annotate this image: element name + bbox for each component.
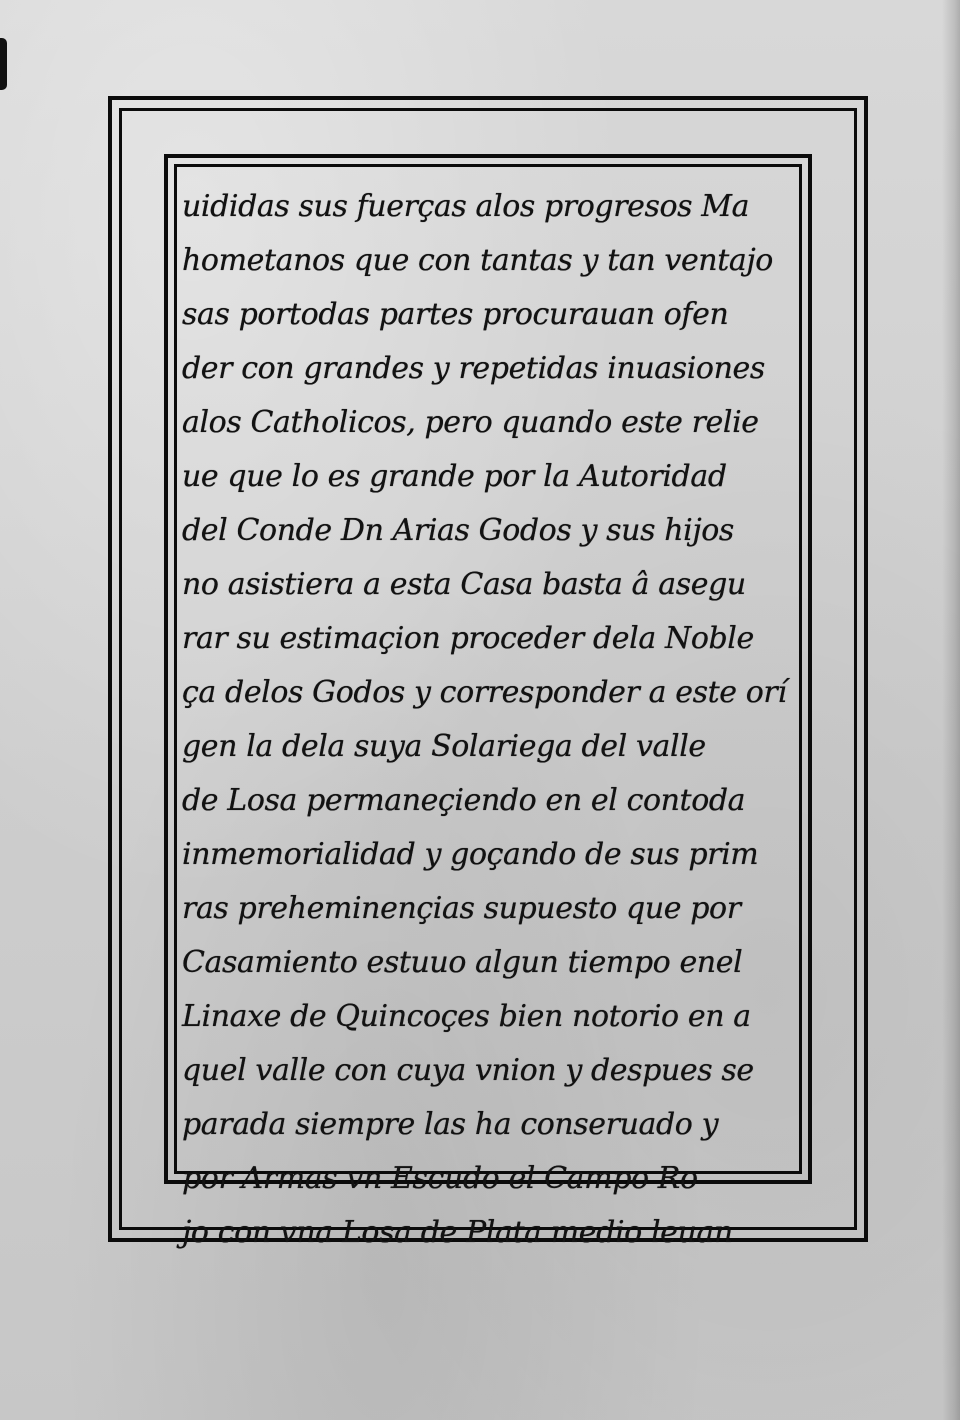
- text-line: del Conde Dn Arias Godos y sus hijos: [182, 513, 734, 548]
- text-line: gen la dela suya Solariega del valle: [182, 729, 706, 764]
- text-line: de Losa permaneçiendo en el contoda: [182, 783, 746, 818]
- text-line: alos Catholicos, pero quando este relie: [182, 405, 759, 440]
- page-edge-mark: [0, 38, 7, 90]
- text-line: inmemorialidad y goçando de sus prim: [182, 837, 759, 872]
- text-line: Casamiento estuuo algun tiempo enel: [182, 945, 743, 980]
- text-line: por Armas vn Escudo el Campo Ro: [182, 1161, 698, 1196]
- text-line: Linaxe de Quincoçes bien notorio en a: [182, 999, 751, 1034]
- text-line: sas portodas partes procurauan ofen: [182, 297, 729, 332]
- manuscript-text: [182, 180, 798, 1250]
- text-line: ras preheminençias supuesto que por: [182, 891, 741, 926]
- text-line: jo con vna Losa de Plata medio leuan: [182, 1215, 733, 1250]
- text-line: parada siempre las ha conseruado y: [182, 1107, 719, 1142]
- text-line: rar su estimaçion proceder dela Noble: [182, 621, 754, 656]
- page-edge-shadow: [942, 0, 960, 1420]
- text-line: uididas sus fuerças alos progresos Ma: [182, 189, 750, 224]
- text-line: quel valle con cuya vnion y despues se: [182, 1053, 754, 1088]
- text-line: ça delos Godos y corresponder a este orí: [182, 675, 787, 710]
- text-line: no asistiera a esta Casa basta â asegu: [182, 567, 746, 602]
- text-line: hometanos que con tantas y tan ventajo: [182, 243, 773, 278]
- text-line: der con grandes y repetidas inuasiones: [182, 351, 765, 386]
- text-line: ue que lo es grande por la Autoridad: [182, 459, 727, 494]
